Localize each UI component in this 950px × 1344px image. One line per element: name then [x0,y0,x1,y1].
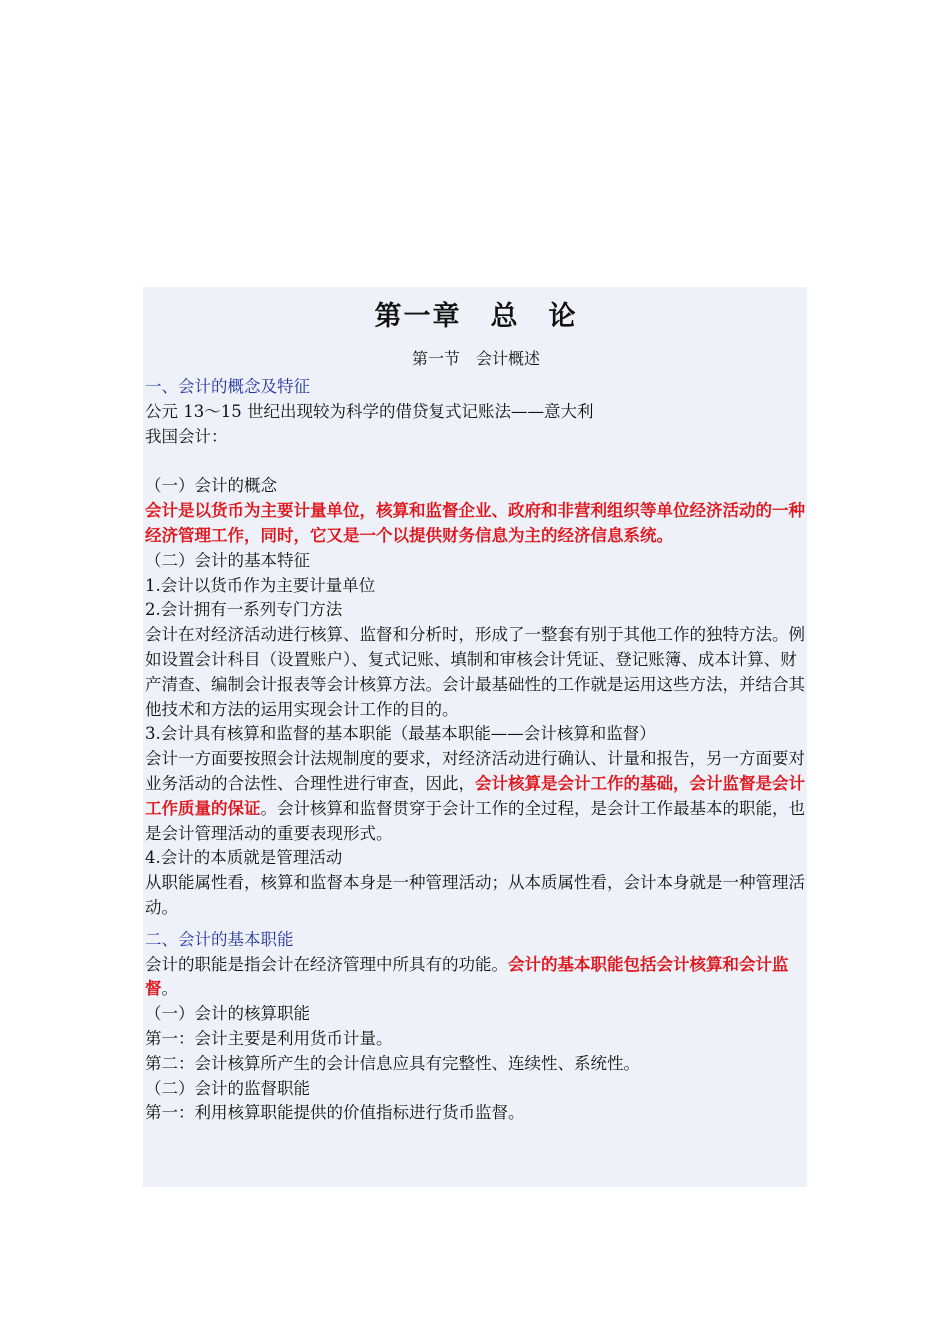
accounting-function-2: 第二：会计核算所产生的会计信息应具有完整性、连续性、系统性。 [145,1053,640,1073]
spacer [145,921,807,928]
functions-body-a: 会计的职能是指会计在经济管理中所具有的功能。 [145,954,508,974]
subheading-supervision-function: （二）会计的监督职能 [145,1078,310,1098]
paragraph-china: 我国会计： [145,426,228,446]
subheading-concept: （一）会计的概念 [145,476,277,496]
subheading-accounting-function: （一）会计的核算职能 [145,1004,310,1024]
supervision-function-1: 第一：利用核算职能提供的价值指标进行货币监督。 [145,1103,525,1123]
feature-2: 2.会计拥有一系列专门方法 [145,600,343,620]
feature-4-body: 从职能属性看，核算和监督本身是一种管理活动；从本质属性看，会计本身就是一种管理活动。 [145,873,805,917]
document-page [143,287,807,1187]
subheading-features: （二）会计的基本特征 [145,550,310,570]
feature-3: 3.会计具有核算和监督的基本职能（最基本职能——会计核算和监督） [145,724,656,744]
heading-concept-features: 一、会计的概念及特征 [145,377,310,396]
feature-3-highlight: 会计核算是会计工作的基础，会计监督是会计工作质量的保证 [145,773,805,818]
paragraph-history: 公元 13～15 世纪出现较为科学的借贷复式记账法——意大利 [145,401,594,421]
feature-3-body-a: 会计一方面要按照会计法规制度的要求，对经济活动进行确认、计量和报告，另一方面要对业务活动的合法性、合理性进行审查，因此， [145,749,805,793]
accounting-function-1: 第一：会计主要是利用货币计量。 [145,1028,393,1048]
section-title: 第一节 会计概述 [411,349,540,368]
feature-3-body-b: 。会计核算和监督贯穿于会计工作的全过程，是会计工作最基本的职能，也是会计管理活动的重要表现形式。 [145,798,805,843]
definition-highlight: 会计是以货币为主要计量单位，核算和监督企业、政府和非营利组织等单位经济活动的一种经济管理工作，同时，它又是一个以提供财务信息为主的经济信息系统。 [145,501,805,545]
feature-3-body [145,747,807,846]
feature-2-body: 会计在对经济活动进行核算、监督和分析时，形成了一整套有别于其他工作的独特方法。例如设置会计科目（设置账户）、复式记账、填制和审核会计凭证、登记账簿、成本计算、财产清查、编制会计报表等会计核算方法。会计最基础性的工作就是运用这些方法，并结合其他技术和方法的运用实现会计工作的目的。 [145,625,805,719]
feature-4: 4.会计的本质就是管理活动 [145,848,343,868]
heading-basic-functions: 二、会计的基本职能 [145,929,294,949]
chapter-title: 第一章 总 论 [374,301,578,332]
functions-highlight: 会计的基本职能包括会计核算和会计监督 [145,954,789,999]
functions-body-b: 。 [161,979,178,999]
spacer [145,449,807,474]
feature-1: 1.会计以货币作为主要计量单位 [145,575,376,595]
functions-body [145,953,807,1003]
